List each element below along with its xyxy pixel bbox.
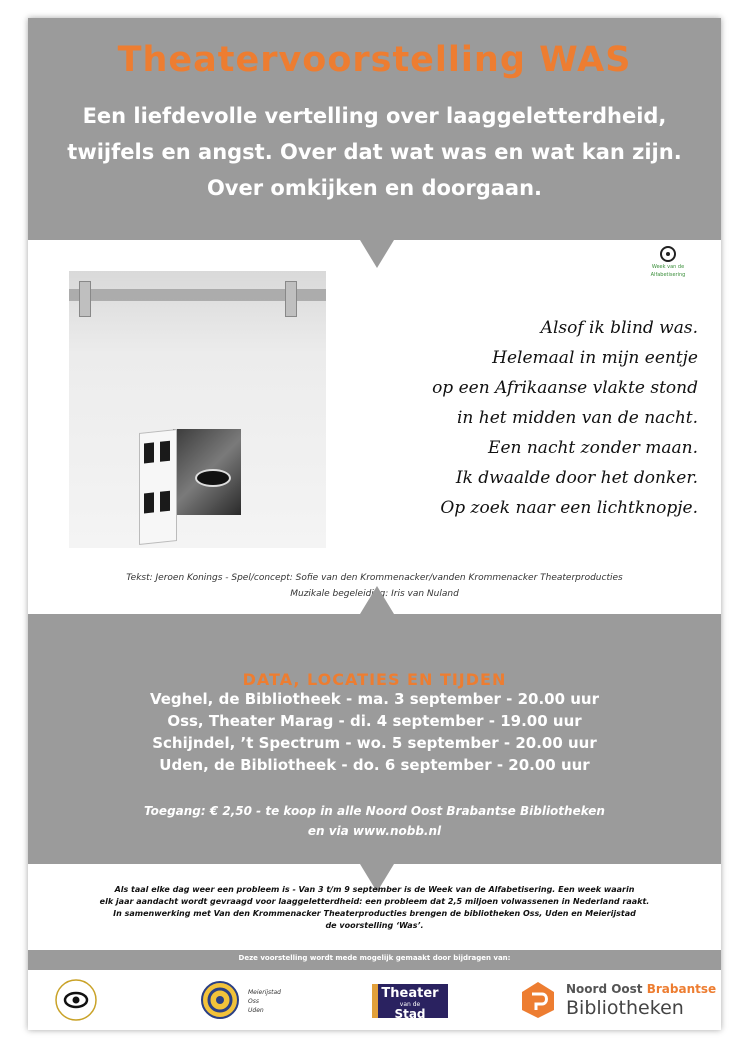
eye-icon (660, 246, 676, 262)
clothespin-icon (79, 281, 91, 317)
info-line: In samenwerking met Van den Krommenacker Theaterproducties brengen de bibliotheken Oss, Uden en Meierijstad (113, 909, 636, 918)
poem-line: Helemaal in mijn eentje (492, 348, 698, 368)
nobb-logo-line2: Bibliotheken (566, 997, 684, 1019)
theater-van-de-stad-logo: Theater van de Stad (372, 984, 448, 1018)
info-line: elk jaar aandacht wordt gevraagd voor laaggeletterdheid: een probleem dat 2,5 miljoen volwassenen in Nederland raakt. (99, 897, 650, 906)
rotary-text: Meierijstad Oss Uden (248, 989, 281, 1014)
credits-line: Muzikale begeleiding: Iris van Nuland (290, 589, 459, 599)
schedule-item: Uden, de Bibliotheek - do. 6 september - 20.00 uur (159, 756, 590, 774)
poem-line: in het midden van de nacht. (457, 408, 698, 428)
logo-text: Alfabetisering (650, 272, 686, 278)
eye-icon (195, 469, 231, 487)
logo-text: Week van de (651, 264, 685, 270)
schedule-list (28, 688, 721, 776)
window-shutter (139, 429, 177, 545)
schedule-item: Oss, Theater Marag - di. 4 september - 19.00 uur (167, 712, 582, 730)
poster-title: Theatervoorstelling WAS (117, 40, 632, 80)
schedule-item: Schijndel, ’t Spectrum - wo. 5 september - 20.00 uur (152, 734, 597, 752)
poem-line: op een Afrikaanse vlakte stond (432, 378, 698, 398)
info-text (58, 884, 691, 932)
schedule-item: Veghel, de Bibliotheek - ma. 3 september - 20.00 uur (149, 690, 600, 708)
subtitle-line: Een liefdevolle vertelling over laaggeletterdheid, (82, 104, 667, 128)
header-notch (360, 240, 394, 268)
ticket-line: en via www.nobb.nl (307, 824, 442, 838)
subtitle-line: twijfels en angst. Over dat wat was en wat kan zijn. (67, 140, 682, 164)
poster (28, 18, 721, 1030)
ticket-line: Toegang: € 2,50 - te koop in alle Noord Oost Brabantse Bibliotheken (144, 804, 605, 818)
info-line: Als taal elke dag weer een probleem is - Van 3 t/m 9 september is de Week van de Alfabetisering. Een week waarin (114, 885, 635, 894)
dates-title: DATA, LOCATIES EN TIJDEN (242, 670, 507, 689)
lezen-schrijven-logo (54, 978, 98, 1022)
poster-photo (69, 271, 326, 548)
nobb-logo (518, 980, 558, 1020)
credits-line: Tekst: Jeroen Konings - Spel/concept: Sofie van den Krommenacker/vanden Krommenacker Theaterproducties (126, 573, 623, 583)
rotary-logo (200, 980, 240, 1020)
poem-line: Een nacht zonder maan. (488, 438, 698, 458)
ticket-info (28, 801, 721, 841)
poem-line: Op zoek naar een lichtknopje. (440, 498, 698, 518)
clothespin-icon (285, 281, 297, 317)
poster-subtitle (28, 98, 721, 206)
week-alfabetisering-logo (638, 246, 698, 278)
mid-notch-top (360, 586, 394, 614)
poem-line: Ik dwaalde door het donker. (455, 468, 698, 488)
poem (388, 313, 698, 523)
sponsor-line: Deze voorstelling wordt mede mogelijk gemaakt door bijdragen van: (238, 954, 511, 962)
subtitle-line: Over omkijken en doorgaan. (206, 176, 543, 200)
nobb-logo-line1: Noord Oost Brabantse (566, 982, 717, 996)
poem-line: Alsof ik blind was. (540, 318, 698, 338)
info-line: de voorstelling ‘Was’. (325, 921, 424, 930)
